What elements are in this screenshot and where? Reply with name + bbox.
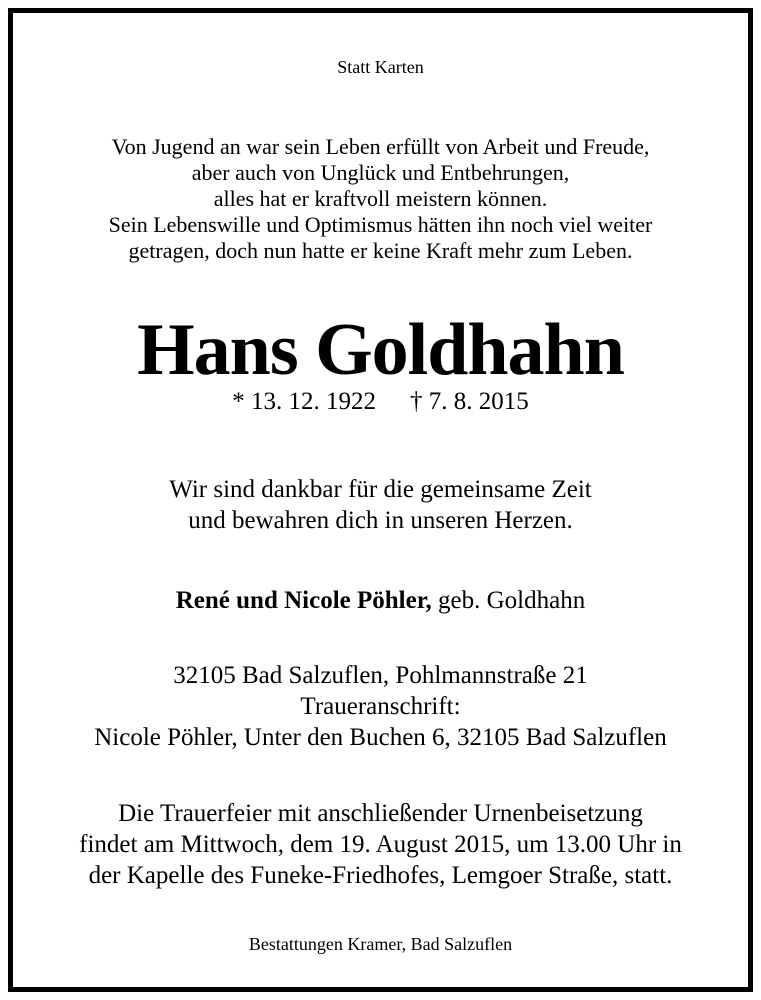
birth-date: * 13. 12. 1922 [232, 388, 376, 415]
heading-statt-karten: Statt Karten [337, 57, 424, 77]
deceased-name: Hans Goldhahn [137, 309, 624, 391]
mourners [13, 585, 748, 616]
ceremony-line: findet am Mittwoch, dem 19. August 2015, um 13.00 Uhr in [79, 831, 682, 858]
verse-line: getragen, doch nun hatte er keine Kraft mehr zum Leben. [128, 238, 633, 263]
address-line: Nicole Pöhler, Unter den Buchen 6, 32105 Bad Salzuflen [94, 724, 667, 751]
gratitude-line: Wir sind dankbar für die gemeinsame Zeit [169, 476, 592, 503]
gratitude-line: und bewahren dich in unseren Herzen. [188, 507, 573, 534]
death-date: † 7. 8. 2015 [410, 388, 529, 415]
address-line: 32105 Bad Salzuflen, Pohlmannstraße 21 [173, 662, 588, 689]
verse-line: Von Jugend an war sein Leben erfüllt von Arbeit und Freude, [111, 134, 650, 159]
verse-line: aber auch von Unglück und Entbehrungen, [191, 160, 570, 185]
mourner-suffix: geb. Goldhahn [431, 587, 586, 614]
undertaker: Bestattungen Kramer, Bad Salzuflen [248, 934, 513, 954]
obituary-frame [8, 8, 753, 992]
life-dates [13, 388, 748, 416]
ceremony-line: der Kapelle des Funeke-Friedhofes, Lemgoer Straße, statt. [88, 862, 673, 889]
verse-line: alles hat er kraftvoll meistern können. [213, 186, 548, 211]
ceremony-line: Die Trauerfeier mit anschließender Urnenbeisetzung [118, 800, 643, 827]
mourner-names: René und Nicole Pöhler, [175, 587, 432, 614]
address-line: Traueranschrift: [300, 693, 461, 720]
verse-line: Sein Lebenswille und Optimismus hätten ihn noch viel weiter [108, 212, 653, 237]
